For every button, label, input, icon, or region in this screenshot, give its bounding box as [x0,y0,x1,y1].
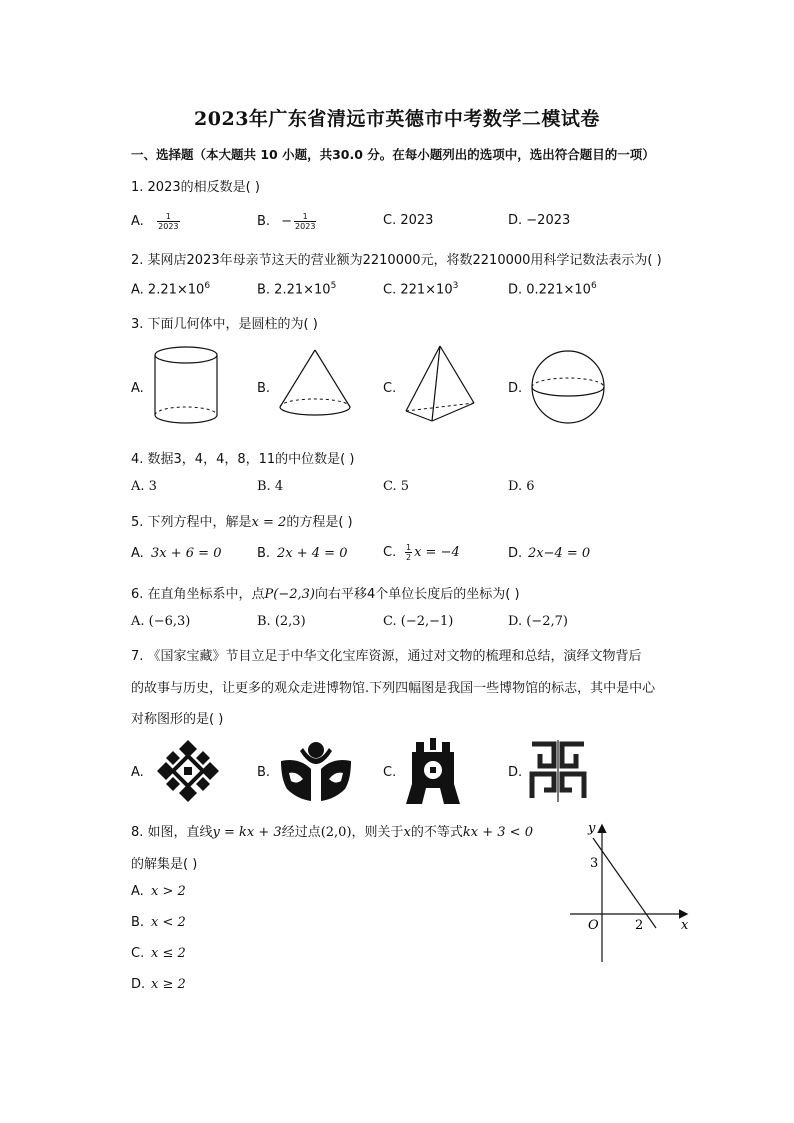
fraction: $\frac{1}{2023}$ [158,212,179,231]
q4-option-a[interactable]: A. 3 [131,479,157,494]
x-intercept-label: 2 [635,918,644,933]
q8-option-b[interactable]: B. x < 2 [131,915,186,930]
q7-option-a[interactable]: A. [131,765,144,780]
question-1-stem: 1. 2023的相反数是( ) [131,180,260,195]
x-axis-label: x [681,918,689,933]
option-label: A. [131,214,144,229]
q2-option-a[interactable]: A. $2.21\times 10^6$ [131,281,211,298]
question-8-line-1: 8. 如图，直线y = kx + 3经过点(2,0)，则关于x的不等式kx + 3 < 0 [131,825,533,840]
q3-option-a[interactable]: A. [131,381,144,396]
option-label: B. [257,214,271,229]
cylinder-figure [150,343,222,427]
museum-logo-b-icon [279,739,353,803]
fraction: $\frac{1}{2}$ [406,543,412,562]
q5-option-d[interactable]: D. 2x−4 = 0 [508,546,591,561]
q8-option-d[interactable]: D. x ≥ 2 [131,977,186,992]
question-7-line-1: 7. 《国家宝藏》节目立足于中华文化宝库资源，通过对文物的梳理和总结，演绎文物背后 [131,649,642,664]
question-7-line-3: 对称图形的是( ) [131,712,224,727]
question-3-stem: 3. 下面几何体中，是圆柱的为( ) [131,317,318,332]
q7-option-c[interactable]: C. [383,765,397,780]
q3-option-b[interactable]: B. [257,381,271,396]
q4-option-b[interactable]: B. 4 [257,479,284,494]
pyramid-figure [402,343,480,425]
fraction: $\frac{1}{2023}$ [295,212,316,231]
q7-option-b[interactable]: B. [257,765,271,780]
q1-option-d[interactable]: D. −2023 [508,213,571,228]
q4-option-d[interactable]: D. 6 [508,479,535,494]
cone-figure [276,347,354,419]
question-5-stem: 5. 下列方程中，解是x = 2的方程是( ) [131,515,353,530]
sphere-figure [528,349,608,425]
q3-option-c[interactable]: C. [383,381,397,396]
q8-coordinate-graph [566,816,692,964]
q5-option-a[interactable]: A. 3x + 6 = 0 [131,546,222,561]
y-intercept-label: 3 [590,856,599,871]
origin-label: O [588,918,599,933]
question-6-stem: 6. 在直角坐标系中，点P(−2,3)向右平移4个单位长度后的坐标为( ) [131,587,520,602]
q6-option-d[interactable]: D. (−2,7) [508,614,568,629]
q4-option-c[interactable]: C. 5 [383,479,410,494]
question-2-stem: 2. 某网店2023年母亲节这天的营业额为2210000元，将数2210000用科学记数法表示为( ) [131,253,662,268]
q8-option-c[interactable]: C. x ≤ 2 [131,946,186,961]
question-7-line-2: 的故事与历史，让更多的观众走进博物馆.下列四幅图是我国一些博物馆的标志，其中是中心 [131,681,656,696]
q6-option-a[interactable]: A. (−6,3) [131,614,191,629]
museum-logo-d-icon [528,740,588,802]
q1-option-b[interactable]: B. − $\frac{1}{2023}$ [257,212,316,231]
q6-option-b[interactable]: B. (2,3) [257,614,306,629]
q2-option-d[interactable]: D. $0.221\times 10^6$ [508,281,597,298]
q6-option-c[interactable]: C. (−2,−1) [383,614,454,629]
q5-option-c[interactable]: C. $\frac{1}{2}$ x = −4 [383,543,460,562]
museum-logo-a-icon [153,738,223,804]
q5-option-b[interactable]: B. 2x + 4 = 0 [257,546,348,561]
section-heading: 一、选择题（本大题共 10 小题，共30.0 分。在每小题列出的选项中，选出符合题目的一项） [131,147,655,162]
question-8-line-2: 的解集是( ) [131,857,198,872]
q2-option-c[interactable]: C. $221\times 10^3$ [383,281,459,298]
q8-option-a[interactable]: A. x > 2 [131,884,186,899]
q2-option-b[interactable]: B. $2.21\times 10^5$ [257,281,337,298]
question-4-stem: 4. 数据3，4，4，8，11的中位数是( ) [131,452,355,467]
q1-option-c[interactable]: C. 2023 [383,213,434,228]
q3-option-d[interactable]: D. [508,381,523,396]
q1-option-a[interactable] [131,212,182,231]
museum-logo-c-icon [404,736,462,806]
page-title: 2023年广东省清远市英德市中考数学二模试卷 [194,108,600,130]
q7-option-d[interactable]: D. [508,765,523,780]
y-axis-label: y [588,821,596,836]
